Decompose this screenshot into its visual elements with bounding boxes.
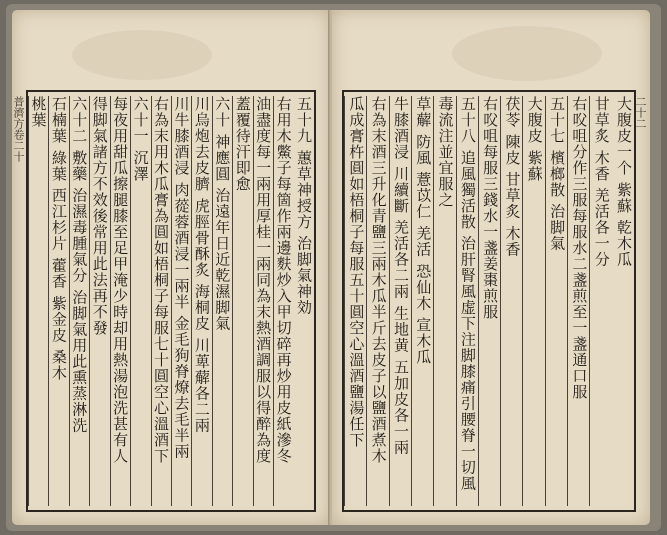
text-column: 川烏炮去皮臍 虎脛骨酥炙 海桐皮 川萆薢各二兩 bbox=[191, 96, 211, 506]
text-column: 大腹皮 紫蘇 bbox=[522, 96, 544, 506]
text-column: 右㕮咀每服三錢水一盞姜棗煎服 bbox=[478, 96, 500, 506]
text-column: 五十七 檳榔散 治脚氣 bbox=[545, 96, 567, 506]
text-column: 右用木鱉子每箇作兩邊麩炒入甲切碎再炒用皮紙滲冬 bbox=[273, 96, 293, 506]
right-page bbox=[332, 10, 650, 525]
text-column: 五十八 追風獨活散 治肝腎風虚下注脚膝痛引腰脊一切風 bbox=[456, 96, 478, 506]
text-column: 甘草炙 木香 羌活各一分 bbox=[589, 96, 611, 506]
text-column: 六十 神應圓 治遠年日近乾濕脚氣 bbox=[212, 96, 232, 506]
text-column: 瓜成膏杵圓如梧桐子每服五十圓空心溫酒鹽湯任下 bbox=[344, 96, 366, 506]
text-column: 牛膝酒浸 川續斷 羌活各二兩 生地黄 五加皮各一兩 bbox=[389, 96, 411, 506]
text-column: 六十二 敷藥 治濕毒腫氣分 治脚氣用此熏蒸淋洗 bbox=[69, 96, 89, 506]
text-column: 右㕮咀分作三服每服水二盞煎至一盞通口服 bbox=[567, 96, 589, 506]
text-column: 茯苓 陳皮 甘草炙 木香 bbox=[500, 96, 522, 506]
left-text-frame bbox=[26, 90, 316, 512]
text-column: 右為末酒三升化青鹽三兩木瓜半斤去皮子以鹽酒煮木 bbox=[366, 96, 388, 506]
text-column: 川牛膝酒浸 肉蓯蓉酒浸一兩半 金毛狗脊燎去毛半兩 bbox=[171, 96, 191, 506]
text-column: 得脚氣諸方不效後常用此法再不發 bbox=[89, 96, 109, 506]
text-column: 桃葉 bbox=[28, 96, 48, 506]
text-column: 右為末用木瓜膏為圓如梧桐子每服七十圓空心溫酒下 bbox=[151, 96, 171, 506]
text-column: 蓋覆待汗即愈 bbox=[232, 96, 252, 506]
paper-stain bbox=[72, 30, 212, 80]
right-margin-label: 二十二 bbox=[634, 96, 647, 129]
text-column: 六十一 沉澤 bbox=[130, 96, 150, 506]
left-margin-label: 普濟方卷二十 bbox=[12, 96, 25, 162]
text-column: 五十九 蕙草神授方 治脚氣神効 bbox=[295, 96, 313, 316]
open-book bbox=[6, 4, 661, 531]
text-column: 油盡度每一兩用厚桂一兩同為末熱酒調服以得醉為度 bbox=[253, 96, 273, 506]
text-column: 毒流注並宜服之 bbox=[433, 96, 455, 506]
text-column: 大腹皮一个 紫蘇 乾木瓜 bbox=[615, 96, 633, 268]
text-column: 每夜用甜瓜擦腿膝至足甲淹少時却用熱湯泡洗甚有人 bbox=[110, 96, 130, 506]
right-text-frame bbox=[342, 90, 636, 512]
paper-stain bbox=[452, 26, 602, 81]
left-page bbox=[12, 10, 330, 525]
text-column: 草薢 防風 薏苡仁 羌活 恐仙木 宣木瓜 bbox=[411, 96, 433, 506]
text-column: 石楠葉 綠葉 西江杉片 藿香 紫金皮 桑木 bbox=[48, 96, 68, 506]
